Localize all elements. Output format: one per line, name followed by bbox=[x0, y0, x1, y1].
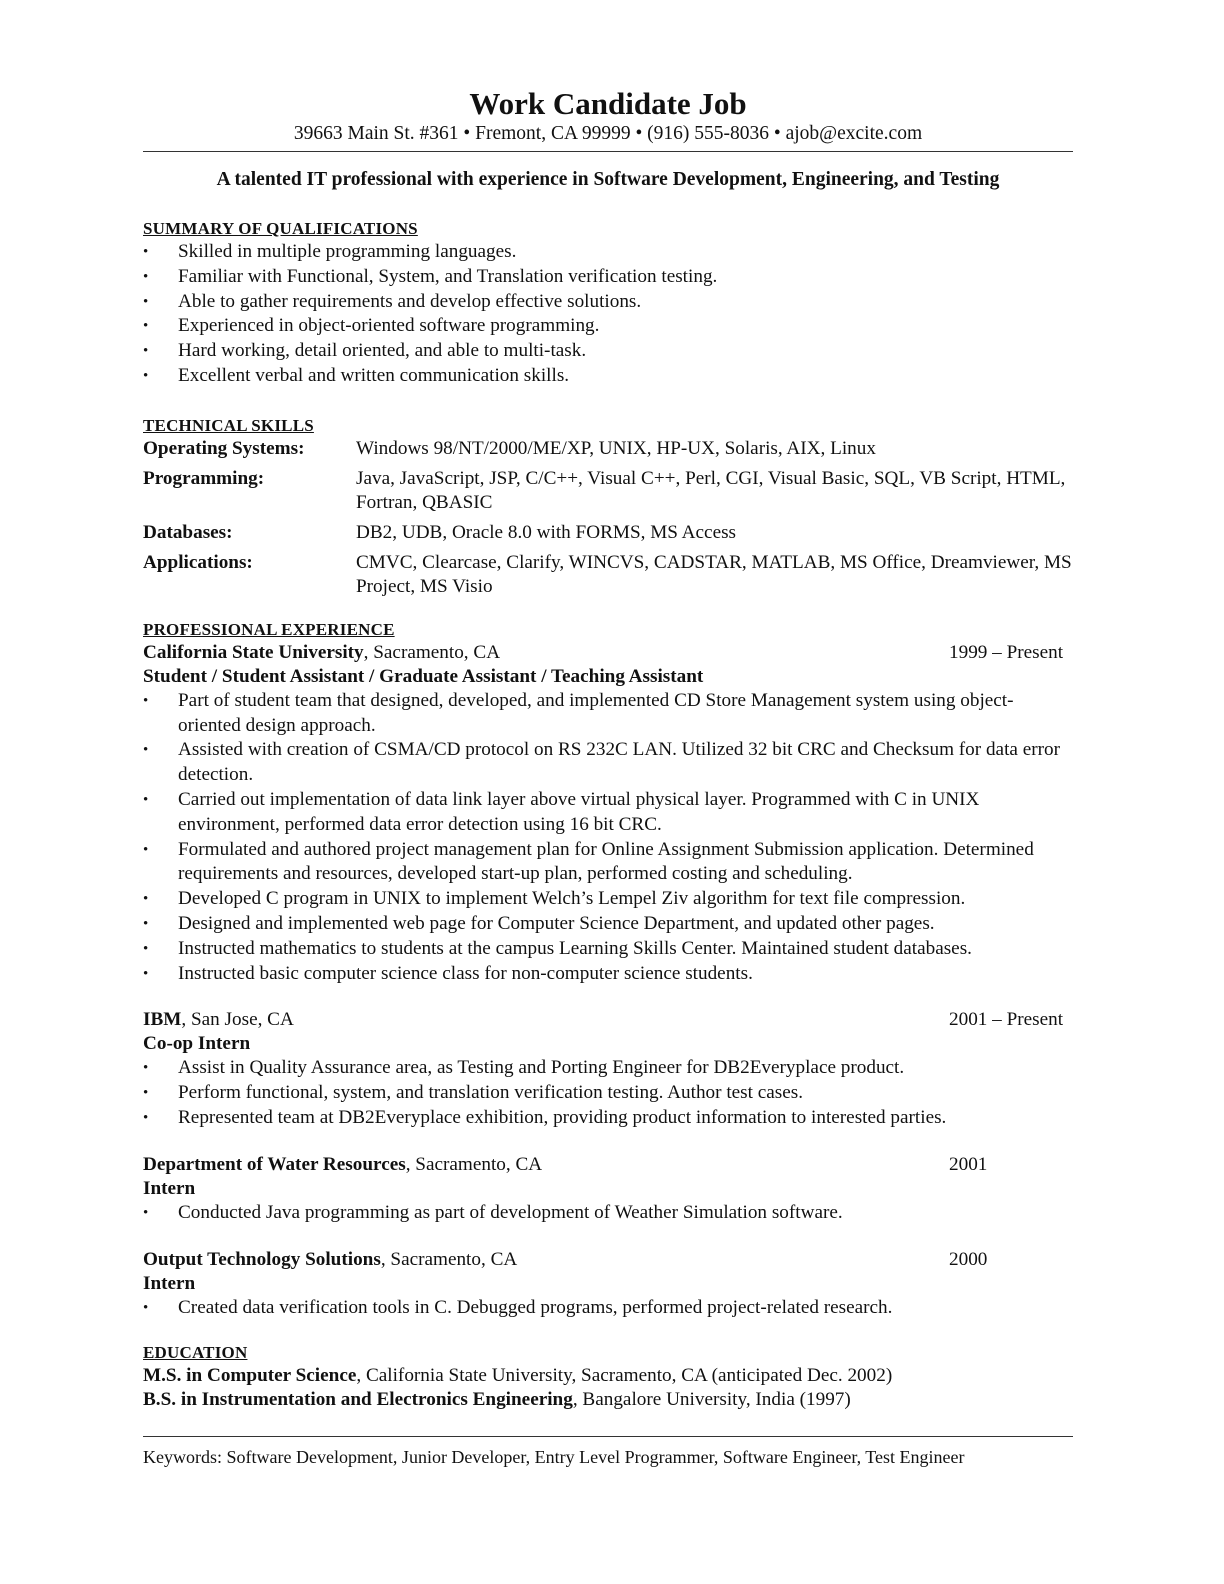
summary-item: • Familiar with Functional, System, and Translation verification testing. bbox=[143, 265, 1073, 290]
skills-row bbox=[143, 467, 1073, 515]
job-entry bbox=[143, 1248, 1073, 1321]
skills-label: Operating Systems: bbox=[143, 437, 305, 459]
job-dates: 2001 – Present bbox=[949, 1009, 1064, 1031]
job-role: Intern bbox=[143, 1272, 196, 1294]
job-bullet: • Instructed mathematics to students at the campus Learning Skills Center. Maintained student databases. bbox=[143, 937, 1073, 962]
education-entry bbox=[143, 1388, 1073, 1412]
job-bullet: • Created data verification tools in C. Debugged programs, performed project-related research. bbox=[143, 1296, 1073, 1321]
job-entry bbox=[143, 1153, 1073, 1226]
job-location: , Sacramento, CA bbox=[380, 1248, 518, 1270]
job-bullets bbox=[143, 1056, 1073, 1130]
skills-label: Applications: bbox=[143, 551, 253, 573]
education-degree: M.S. in Computer Science bbox=[143, 1365, 357, 1387]
job-bullets bbox=[143, 689, 1073, 987]
contact-line: 39663 Main St. #361 • Fremont, CA 99999 • (916) 555-8036 • ajob@excite.com bbox=[293, 123, 923, 144]
summary-item: • Experienced in object-oriented software programming. bbox=[143, 314, 1073, 339]
job-entry bbox=[143, 1008, 1073, 1130]
job-dates: 2000 bbox=[949, 1248, 988, 1270]
job-org-line bbox=[143, 1153, 542, 1177]
job-bullets bbox=[143, 1296, 1073, 1321]
headline: A talented IT professional with experience in Software Development, Engineering, and Testing bbox=[216, 169, 1000, 190]
skills-row bbox=[143, 521, 1073, 545]
job-bullet: • Instructed basic computer science class for non-computer science students. bbox=[143, 962, 1073, 987]
job-location: , San Jose, CA bbox=[181, 1009, 294, 1031]
education-detail: , Bangalore University, India (1997) bbox=[572, 1389, 851, 1411]
job-org: IBM bbox=[143, 1009, 182, 1031]
skills-table bbox=[143, 437, 1073, 599]
keywords-line: Keywords: Software Development, Junior Developer, Entry Level Programmer, Software Engineer, Test Engineer bbox=[143, 1447, 965, 1468]
skills-value: DB2, UDB, Oracle 8.0 with FORMS, MS Access bbox=[356, 521, 737, 543]
footer-divider bbox=[143, 1436, 1073, 1437]
skills-row bbox=[143, 551, 1073, 599]
job-role: Co-op Intern bbox=[143, 1033, 251, 1055]
summary-list bbox=[143, 240, 1073, 389]
skills-value: Java, JavaScript, JSP, C/C++, Visual C++, Perl, CGI, Visual Basic, SQL, VB Script, HTML, Fortran, QBASIC bbox=[356, 467, 1066, 513]
job-bullet: • Assisted with creation of CSMA/CD protocol on RS 232C LAN. Utilized 32 bit CRC and Checksum for data error detection. bbox=[143, 738, 1073, 788]
job-header bbox=[143, 1153, 1073, 1177]
job-org-line bbox=[143, 1248, 517, 1272]
job-dates: 2001 bbox=[949, 1153, 988, 1175]
job-header bbox=[143, 1008, 1073, 1032]
job-location: , Sacramento, CA bbox=[363, 641, 501, 663]
job-dates: 1999 – Present bbox=[949, 641, 1064, 663]
experience-title: PROFESSIONAL EXPERIENCE bbox=[143, 619, 395, 639]
job-bullet: • Conducted Java programming as part of development of Weather Simulation software. bbox=[143, 1201, 1073, 1226]
summary-item: • Skilled in multiple programming languages. bbox=[143, 240, 1073, 265]
education-entry bbox=[143, 1364, 1073, 1388]
skills-value: CMVC, Clearcase, Clarify, WINCVS, CADSTAR, MATLAB, MS Office, Dreamviewer, MS Project, MS Visio bbox=[356, 551, 1072, 597]
summary-item: • Hard working, detail oriented, and able to multi-task. bbox=[143, 339, 1073, 364]
education-title: EDUCATION bbox=[143, 1343, 248, 1363]
job-entry bbox=[143, 641, 1073, 987]
job-role: Intern bbox=[143, 1177, 196, 1199]
job-org-line bbox=[143, 641, 500, 665]
job-bullet: • Formulated and authored project management plan for Online Assignment Submission application. Determined requirements and resources, developed start-up plan, performed costing and scheduling. bbox=[143, 838, 1073, 888]
skills-value: Windows 98/NT/2000/ME/XP, UNIX, HP-UX, Solaris, AIX, Linux bbox=[356, 437, 876, 459]
job-org-line bbox=[143, 1008, 294, 1032]
job-bullet: • Developed C program in UNIX to implement Welch’s Lempel Ziv algorithm for text file compression. bbox=[143, 887, 1073, 912]
skills-title: TECHNICAL SKILLS bbox=[143, 415, 314, 435]
summary-title: SUMMARY OF QUALIFICATIONS bbox=[143, 219, 418, 238]
resume-page bbox=[143, 86, 1073, 1469]
job-header bbox=[143, 1248, 1073, 1272]
skills-row bbox=[143, 437, 1073, 461]
job-bullet: • Carried out implementation of data link layer above virtual physical layer. Programmed with C in UNIX environment, performed data error detection using 16 bit CRC. bbox=[143, 788, 1073, 838]
job-bullet: • Perform functional, system, and translation verification testing. Author test cases. bbox=[143, 1081, 1073, 1106]
education-detail: , California State University, Sacramento, CA (anticipated Dec. 2002) bbox=[356, 1365, 893, 1387]
job-bullet: • Designed and implemented web page for Computer Science Department, and updated other pages. bbox=[143, 912, 1073, 937]
job-bullet: • Part of student team that designed, developed, and implemented CD Store Management system using object-oriented design approach. bbox=[143, 689, 1073, 739]
header-divider bbox=[143, 151, 1073, 152]
job-location: , Sacramento, CA bbox=[405, 1153, 543, 1175]
job-header bbox=[143, 641, 1073, 665]
job-bullet: • Represented team at DB2Everyplace exhibition, providing product information to interested parties. bbox=[143, 1106, 1073, 1131]
job-org: California State University bbox=[143, 641, 364, 663]
skills-label: Programming: bbox=[143, 467, 265, 489]
education-degree: B.S. in Instrumentation and Electronics Engineering bbox=[143, 1389, 573, 1411]
job-role: Student / Student Assistant / Graduate Assistant / Teaching Assistant bbox=[143, 665, 704, 687]
job-org: Output Technology Solutions bbox=[143, 1248, 381, 1270]
job-bullet: • Assist in Quality Assurance area, as Testing and Porting Engineer for DB2Everyplace product. bbox=[143, 1056, 1073, 1081]
job-bullets bbox=[143, 1201, 1073, 1226]
candidate-name: Work Candidate Job bbox=[469, 86, 747, 121]
summary-item: • Able to gather requirements and develop effective solutions. bbox=[143, 290, 1073, 315]
job-org: Department of Water Resources bbox=[143, 1153, 406, 1175]
skills-label: Databases: bbox=[143, 521, 233, 543]
summary-item: • Excellent verbal and written communication skills. bbox=[143, 364, 1073, 389]
